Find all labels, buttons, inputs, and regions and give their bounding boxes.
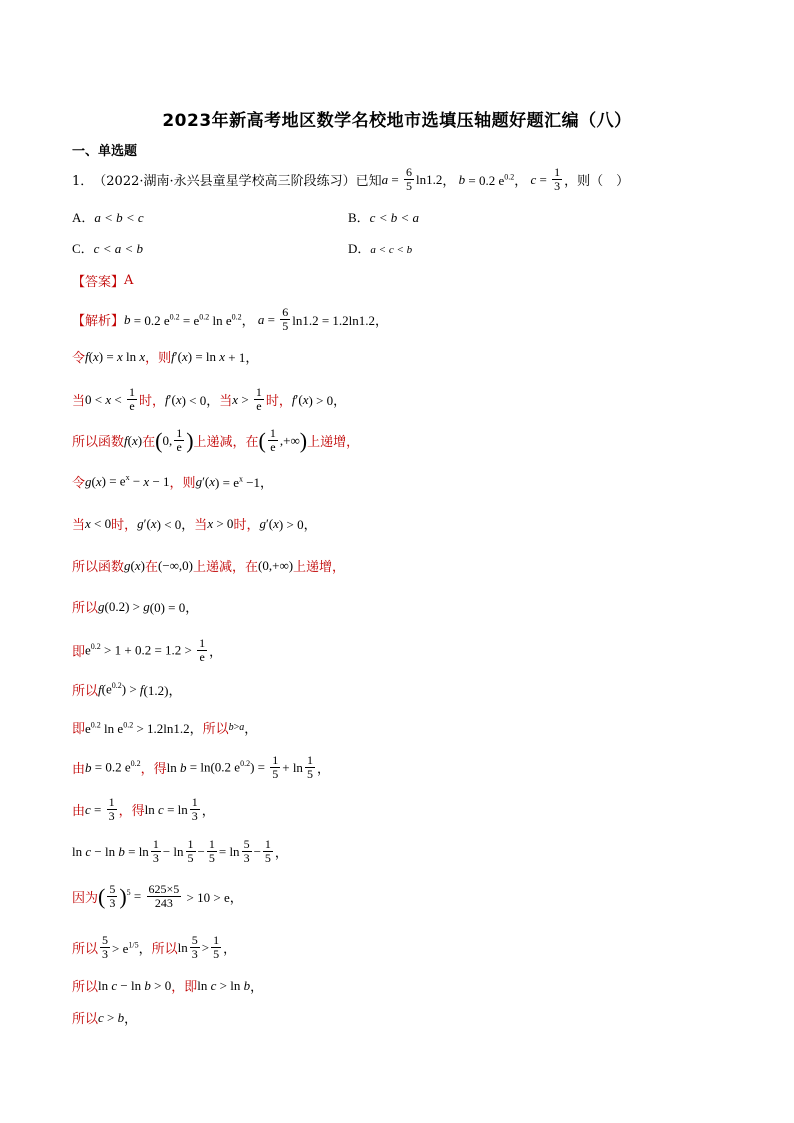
option-a: A．a < b < c: [72, 210, 144, 225]
analysis-line-17: 所以 ln c − ln b > 0 ，即 ln c > ln b ，: [72, 977, 264, 995]
analysis-line-18: 所以 c > b ，: [72, 1009, 138, 1027]
analysis-line-11: 即 $e^{0.2}$ $\ln e^{0.2} > 1.2\ln 1.2$， 所以 b > a ，: [72, 720, 258, 737]
math-text: ln1.2: [416, 171, 443, 187]
analysis-line-6: 当 x < 0 时， g ′( x ) < 0， 当 x > 0 时， g ′( x ) > 0，: [72, 515, 317, 533]
analysis-line-12: 由 b = 0.2 $e^{0.2}$ ，得 ln b = ln(0.2 $e^{0.2}$) = $\frac{1}{5}$ + ln $\frac{1}{5}$ ，: [72, 753, 330, 781]
option-b: B．c < b < a: [348, 210, 419, 225]
analysis-line-5: 令 g ( x ) = $e^x$ − x − 1 ，则 g ′( x ) = $e^x -1$，: [72, 473, 274, 491]
option-d: D．a < c < b: [348, 241, 413, 256]
analysis-line-2: 令 f ( x ) = x ln x ，则 f ′( x ) = ln x + 1，: [72, 348, 259, 366]
section-heading: 一、单选题: [72, 144, 138, 159]
page-title: 2023年新高考地区数学名校地市选填压轴题好题汇编（八）: [162, 111, 632, 131]
question-number: 1．: [72, 174, 94, 189]
analysis-line-10: 所以 f $(e^{0.2})$ > f (1.2)，: [72, 681, 182, 699]
analysis-line-4: 所以函数 f ( x ) 在 ( 0, $\frac{1}{e}$ ) 上递减，在 ( $\frac{1}{e}$ ,+∞ ) 上递增，: [72, 426, 360, 454]
question-stem-prefix: 已知: [355, 174, 382, 189]
answer-line: [72, 271, 133, 290]
option-c: C．c < a < b: [72, 241, 143, 256]
analysis-line-8: 所以 g (0.2) > g (0) = 0，: [72, 598, 199, 616]
question-stem-suffix: ，则（ ）: [564, 174, 630, 189]
question-stem: 1． （2022·湖南·永兴县童星学校高三阶段练习） 已知 a = $\frac{6}{5}$ ln1.2 ， b = 0.2 $e^{0.2}$， c = $\frac{1}{3}$ ，则（ ）: [72, 165, 630, 193]
analysis-line-1: 【解析】 b = 0.2 $e^{0.2} = e^{0.2}$ $\ln e^{0.2}$， a = $\frac{6}{5}$ ln1.2 = 1.2ln1.2，: [72, 305, 389, 333]
fraction: $\frac{6}{5}$: [406, 165, 412, 193]
analysis-label: 【解析】: [72, 314, 125, 329]
fraction: $\frac{1}{3}$: [554, 165, 561, 193]
analysis-line-3: 当 0 < x < $\frac{1}{e}$ 时， f ′( x ) < 0， 当 x > $\frac{1}{e}$ 时， f ′( x ) > 0，: [72, 385, 347, 413]
analysis-line-15: 因为 ( $\frac{5}{3}$ ) $^5$ = $\frac{625\times 5}{243}$ > 10 > e，: [72, 882, 243, 910]
analysis-line-7: 所以函数 g ( x ) 在 (−∞,0) 上递减，在 (0,+∞) 上递增，: [72, 557, 346, 575]
analysis-line-14: ln c − ln b = ln $\frac{1}{3}$ − ln $\frac{1}{5}$ − $\frac{1}{5}$ = ln $\frac{5}{3}$ − $\frac{1}{5}$ ，: [72, 837, 288, 865]
answer-label: 【答案】: [72, 275, 125, 290]
analysis-line-16: 所以 $\frac{5}{3}$ > $e^{1/5}$， 所以 ln $\frac{5}{3}$ > $\frac{1}{5}$ ，: [72, 933, 237, 961]
answer-value: A: [124, 273, 134, 288]
analysis-line-9: 即 $e^{0.2} > 1 + 0.2 = 1.2$ > $\frac{1}{e}$ ，: [72, 636, 223, 664]
math-a-def: a: [381, 171, 389, 187]
question-source: （2022·湖南·永兴县童星学校高三阶段练习）: [93, 174, 356, 189]
analysis-line-13: 由 c = $\frac{1}{3}$ ，得 ln c = ln $\frac{1}{3}$ ，: [72, 795, 215, 823]
